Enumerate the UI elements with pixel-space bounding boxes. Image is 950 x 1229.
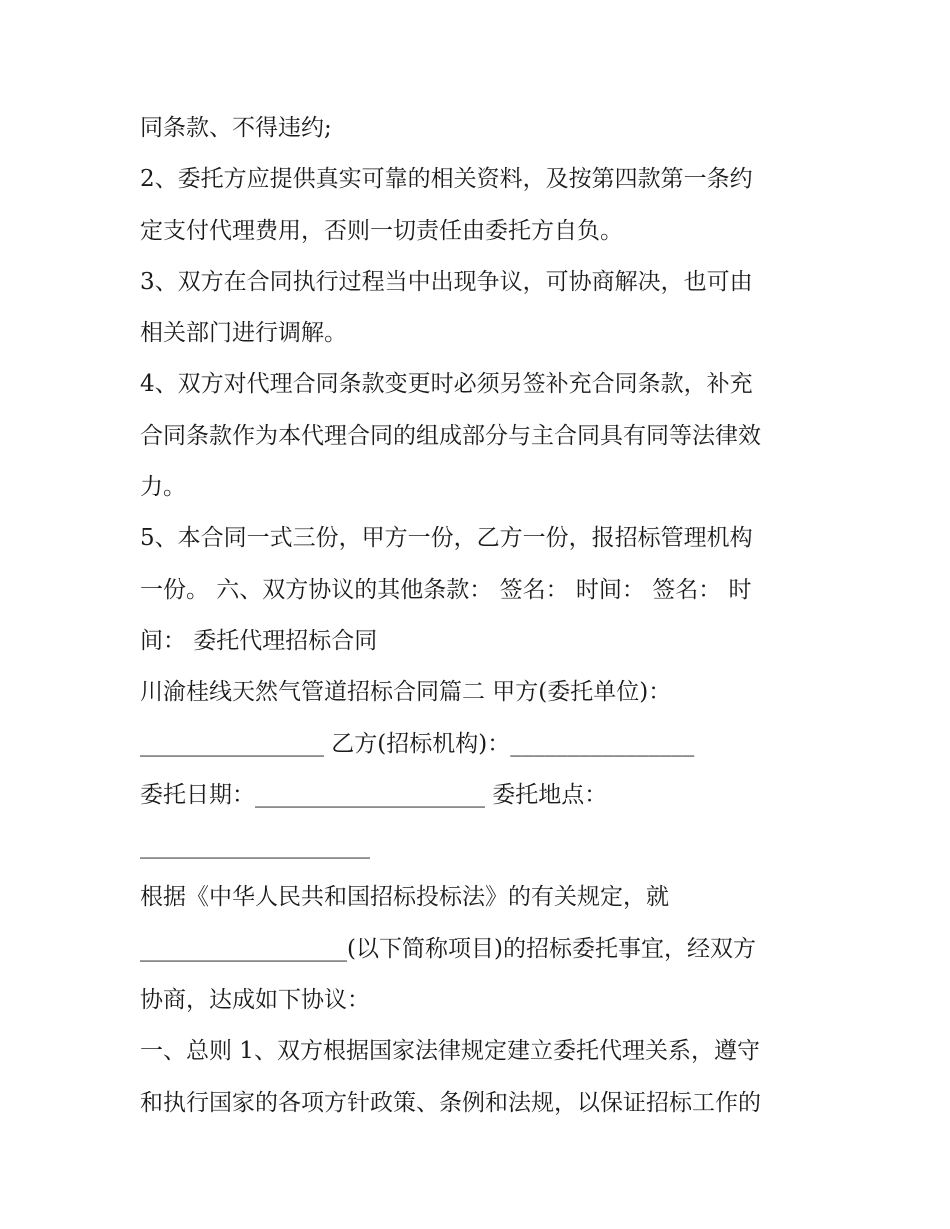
text-line: 定支付代理费用，否则一切责任由委托方自负。: [140, 217, 623, 244]
text-line: 同条款、不得违约;: [140, 115, 332, 141]
text-line: 合同条款作为本代理合同的组成部分与主合同具有同等法律效: [140, 422, 761, 449]
text-line: 4、双方对代理合同条款变更时必须另签补充合同条款，补充: [140, 371, 753, 398]
document-body: [140, 103, 820, 1129]
text-line: 委托日期：____________________ 委托地点：: [140, 781, 608, 808]
text-line: 3、双方在合同执行过程当中出现争议，可协商解决，也可由: [140, 268, 753, 295]
text-line: 间： 委托代理招标合同: [140, 627, 378, 654]
text-line: 和执行国家的各项方针政策、条例和法规，以保证招标工作的: [140, 1089, 761, 1116]
text-line: 一、总则 1、双方根据国家法律规定建立委托代理关系，遵守: [140, 1038, 760, 1065]
text-line: ____________________: [140, 833, 370, 860]
text-line: 相关部门进行调解。: [140, 320, 347, 347]
text-line: 力。: [140, 474, 186, 501]
text-line: 2、委托方应提供真实可靠的相关资料，及按第四款第一条约: [140, 166, 753, 193]
text-line: ________________ 乙方(招标机构)：________________: [140, 730, 695, 757]
text-line: 5、本合同一式三份，甲方一份，乙方一份，报招标管理机构: [140, 525, 753, 552]
text-line: 川渝桂线天然气管道招标合同篇二 甲方(委托单位)：: [140, 679, 672, 706]
text-line: 根据《中华人民共和国招标投标法》的有关规定，就: [140, 884, 669, 911]
text-line: 一份。 六、双方协议的其他条款： 签名： 时间： 签名： 时: [140, 576, 752, 603]
text-line: __________________(以下简称项目)的招标委托事宜，经双方: [140, 935, 756, 962]
text-line: 协商，达成如下协议：: [140, 987, 370, 1014]
